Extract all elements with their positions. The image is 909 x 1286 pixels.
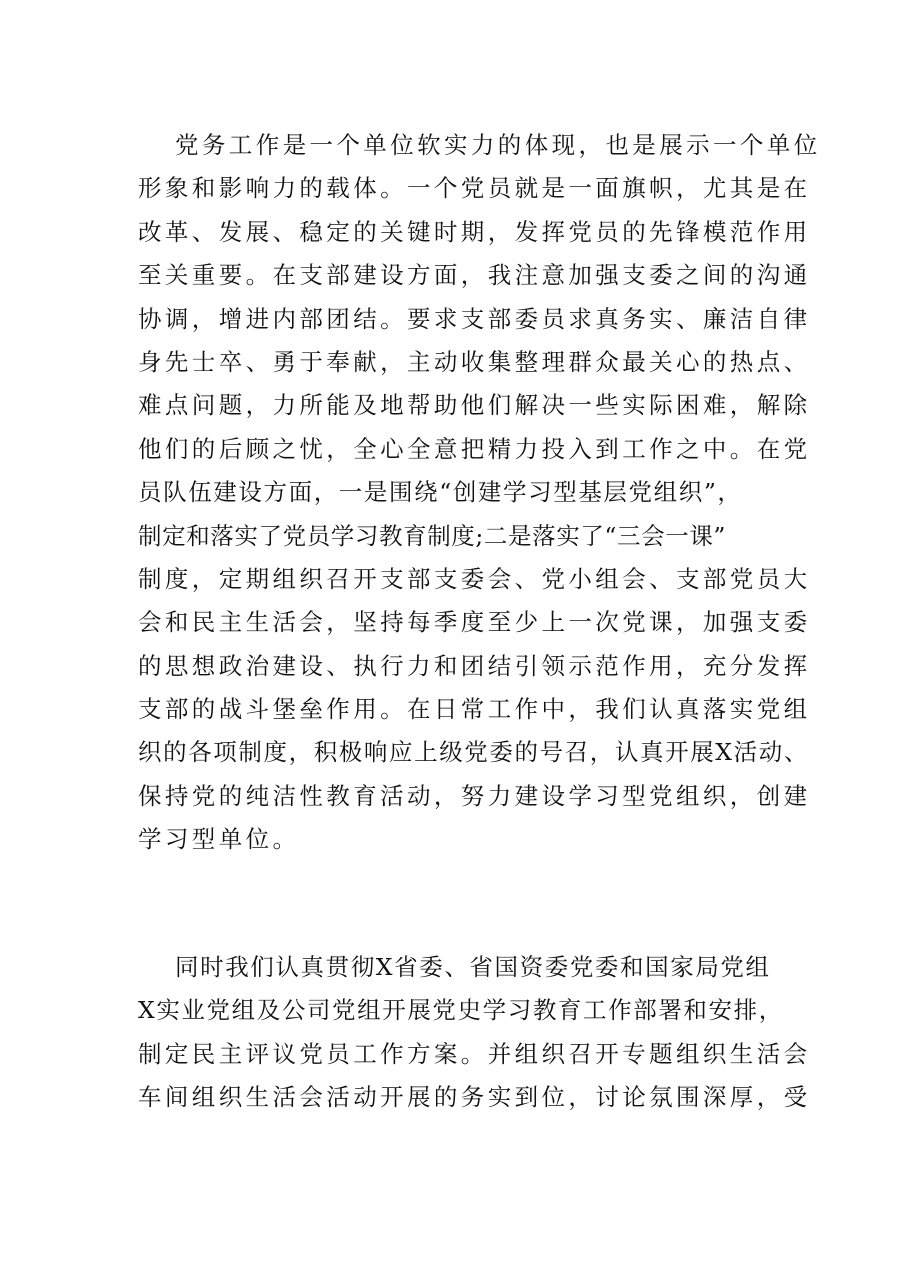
paragraph-line: 难点问题，力所能及地帮助他们解决一些实际困难，解除	[138, 391, 811, 420]
paragraph-line: 党务工作是一个单位软实力的体现，也是展示一个单位	[175, 131, 821, 159]
paragraph-line: 员队伍建设方面，一是围绕“创建学习型基层党组织”，	[138, 478, 743, 507]
paragraph-line: 制定民主评议党员工作方案。并组织召开专题组织生活会	[138, 1039, 811, 1068]
paragraph-line: 车间组织生活会活动开展的务实到位，讨论氛围深厚，受	[138, 1083, 811, 1112]
paragraph-line: 学习型单位。	[138, 825, 300, 854]
paragraph-line: 制度，定期组织召开支部支委会、党小组会、支部党员大	[138, 564, 811, 593]
paragraph-line: 保持党的纯洁性教育活动，努力建设学习型党组织，创建	[138, 781, 811, 810]
paragraph-line: 身先士卒、勇于奉献，主动收集整理群众最关心的热点、	[138, 347, 811, 376]
paragraph-line: 制定和落实了党员学习教育制度;二是落实了“三会一课”	[138, 521, 727, 550]
paragraph-2	[138, 946, 811, 1120]
paragraph-line: 他们的后顾之忧，全心全意把精力投入到工作之中。在党	[138, 434, 811, 463]
paragraph-line: 会和民主生活会，坚持每季度至少上一次党课，加强支委	[138, 608, 811, 637]
paragraph-line: 的思想政治建设、执行力和团结引领示范作用，充分发挥	[138, 651, 811, 680]
paragraph-line: X实业党组及公司党组开展党史学习教育工作部署和安排，	[138, 996, 784, 1025]
paragraph-line: 形象和影响力的载体。一个党员就是一面旗帜，尤其是在	[138, 174, 811, 203]
paragraph-line: 改革、发展、稳定的关键时期，发挥党员的先锋模范作用	[138, 217, 811, 246]
paragraph-1	[138, 124, 821, 862]
paragraph-line: 至关重要。在支部建设方面，我注意加强支委之间的沟通	[138, 261, 811, 290]
paragraph-line: 支部的战斗堡垒作用。在日常工作中，我们认真落实党组	[138, 695, 811, 724]
paragraph-line: 织的各项制度，积极响应上级党委的号召，认真开展X活动、	[138, 738, 809, 767]
paragraph-line: 同时我们认真贯彻X省委、省国资委党委和国家局党组	[175, 953, 771, 981]
paragraph-line: 协调，增进内部团结。要求支部委员求真务实、廉洁自律	[138, 304, 811, 333]
